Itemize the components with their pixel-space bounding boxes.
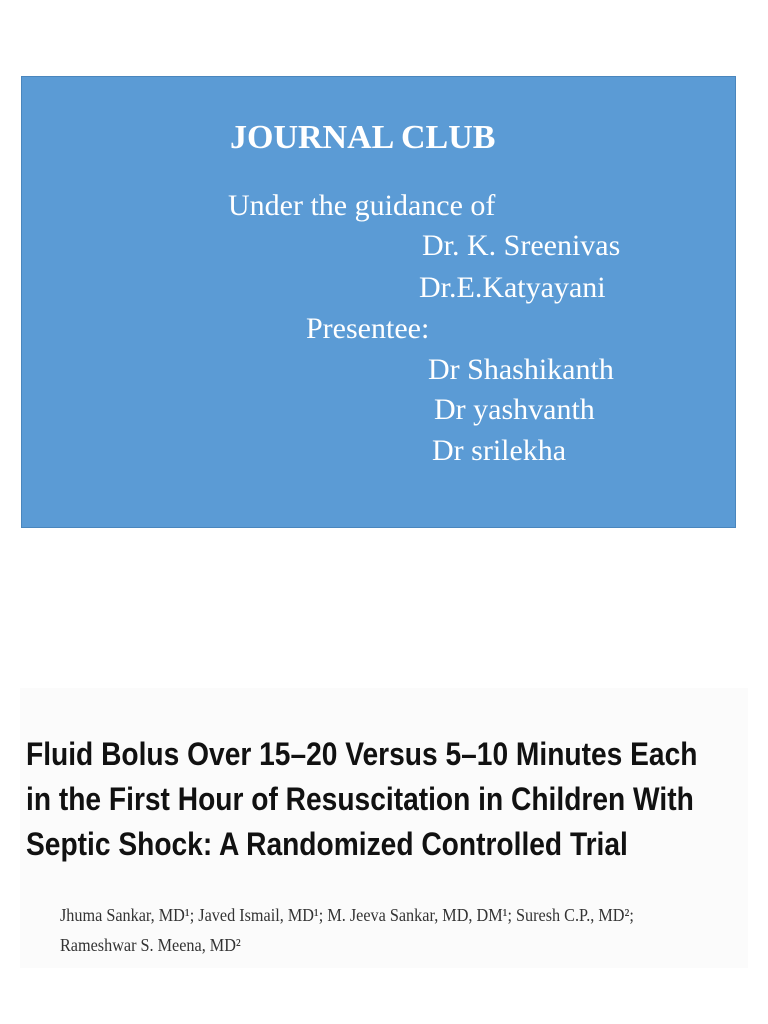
paper-title-line: Fluid Bolus Over 15–20 Versus 5–10 Minutes Each	[26, 736, 698, 772]
guide-name: Dr.E.Katyayani	[419, 271, 606, 304]
presentee-label: Presentee:	[306, 312, 430, 345]
presentee-name: Dr Shashikanth	[428, 353, 614, 386]
slide-title-box	[21, 76, 736, 528]
paper-title-line: Septic Shock: A Randomized Controlled Trial	[26, 826, 628, 862]
paper-title	[26, 732, 698, 867]
author-line: Rameshwar S. Meena, MD²	[60, 935, 241, 955]
paper-title-line: in the First Hour of Resuscitation in Children With	[26, 781, 694, 817]
presentee-name: Dr srilekha	[432, 434, 567, 467]
slide-title: JOURNAL CLUB	[230, 119, 496, 156]
paper-authors	[60, 900, 634, 960]
paper-header-image	[20, 688, 748, 968]
guidance-label: Under the guidance of	[228, 189, 496, 222]
guide-name: Dr. K. Sreenivas	[422, 229, 621, 262]
presentee-name: Dr yashvanth	[434, 393, 595, 426]
author-line: Jhuma Sankar, MD¹; Javed Ismail, MD¹; M. Jeeva Sankar, MD, DM¹; Suresh C.P., MD²;	[60, 905, 634, 925]
